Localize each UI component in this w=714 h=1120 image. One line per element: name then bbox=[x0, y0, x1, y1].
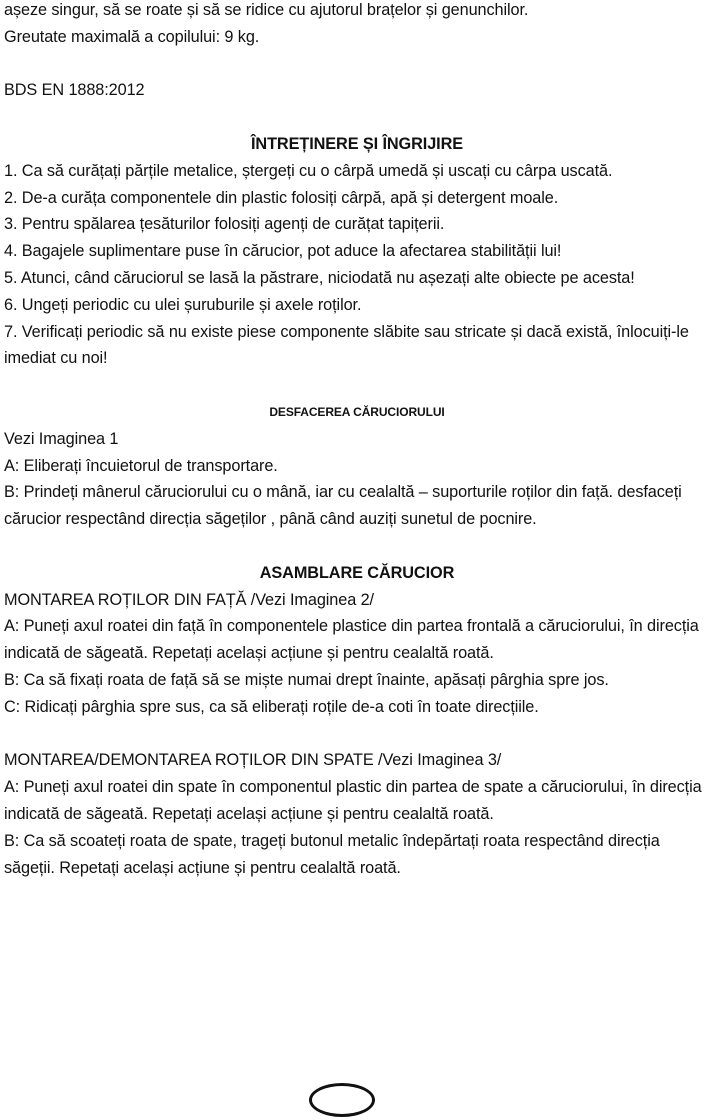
unfolding-line: B: Prindeți mânerul căruciorului cu o mână, iar cu cealaltă – suporturile roților din față. desfaceți cărucior respectând direcția săgeților , până când auziți sunetul de pocnire. bbox=[4, 483, 682, 529]
maintenance-item: 2. De-a curăța componentele din plastic folosiți cârpă, apă și detergent moale. bbox=[4, 188, 559, 207]
maintenance-item: 6. Ungeți periodic cu ulei șuruburile și axele roților. bbox=[4, 295, 362, 314]
intro-line: așeze singur, să se roate și să se ridice cu ajutorul brațelor și genunchilor. bbox=[4, 1, 529, 19]
rear-wheels-line: A: Puneți axul roatei din spate în componentul plastic din partea de spate a căruciorului, în direcția indicată de săgeată. Repetați același acțiune și pentru cealaltă roată. bbox=[4, 778, 702, 823]
intro-line: Greutate maximală a copilului: 9 kg. bbox=[4, 27, 260, 46]
unfolding-heading: DESFACEREA CĂRUCIORULUI bbox=[269, 404, 445, 419]
maintenance-item: 1. Ca să curățați părțile metalice, ștergeți cu o cârpă umedă și uscați cu cârpa uscată. bbox=[4, 161, 613, 180]
maintenance-item: 3. Pentru spălarea țesăturilor folosiți agenți de curățat tapițerii. bbox=[4, 215, 445, 234]
rear-wheels-subtitle: MONTAREA/DEMONTAREA ROȚILOR DIN SPATE /Vezi Imaginea 3/ bbox=[4, 751, 502, 770]
maintenance-item: 4. Bagajele suplimentare puse în cărucior, pot aduce la afectarea stabilității lui! bbox=[4, 242, 562, 261]
front-wheels-subtitle: MONTAREA ROȚILOR DIN FAȚĂ /Vezi Imaginea 2/ bbox=[4, 590, 374, 609]
maintenance-item: 7. Verificați periodic să nu existe piese componente slăbite sau stricate și dacă există, înlocuiți-le imediat cu noi! bbox=[4, 322, 689, 368]
maintenance-heading: ÎNTREȚINERE ȘI ÎNGRIJIRE bbox=[251, 134, 463, 153]
spacer bbox=[4, 721, 710, 748]
page-number-oval bbox=[309, 1083, 375, 1117]
front-wheels-line: A: Puneți axul roatei din față în componentele plastice din partea frontală a căruciorului, în direcția indicată de săgeată. Repetați același acțiune și pentru cealaltă roată. bbox=[4, 617, 699, 663]
assembly-heading: ASAMBLARE CĂRUCIOR bbox=[259, 563, 455, 582]
front-wheels-line: C: Ridicați pârghia spre sus, ca să eliberați roțile de-a coti în toate direcțiile. bbox=[4, 697, 539, 716]
unfolding-line: Vezi Imaginea 1 bbox=[4, 429, 119, 448]
maintenance-item: 5. Atunci, când căruciorul se lasă la păstrare, niciodată nu așezați alte obiecte pe acesta! bbox=[4, 268, 635, 287]
rear-wheels-line: B: Ca să scoateți roata de spate, trageți butonul metalic îndepărtați roata respectând direcția săgeții. Repetați același acțiune și pentru cealaltă roată. bbox=[4, 831, 660, 877]
spacer bbox=[4, 51, 710, 78]
spacer bbox=[4, 533, 710, 560]
spacer bbox=[4, 104, 710, 131]
spacer bbox=[4, 372, 710, 399]
front-wheels-line: B: Ca să fixați roata de față să se miște numai drept înainte, apăsați pârghia spre jos. bbox=[4, 670, 609, 689]
document-body bbox=[4, 0, 710, 881]
unfolding-line: A: Eliberați încuietorul de transportare. bbox=[4, 456, 278, 475]
standard-reference: BDS EN 1888:2012 bbox=[4, 81, 145, 100]
